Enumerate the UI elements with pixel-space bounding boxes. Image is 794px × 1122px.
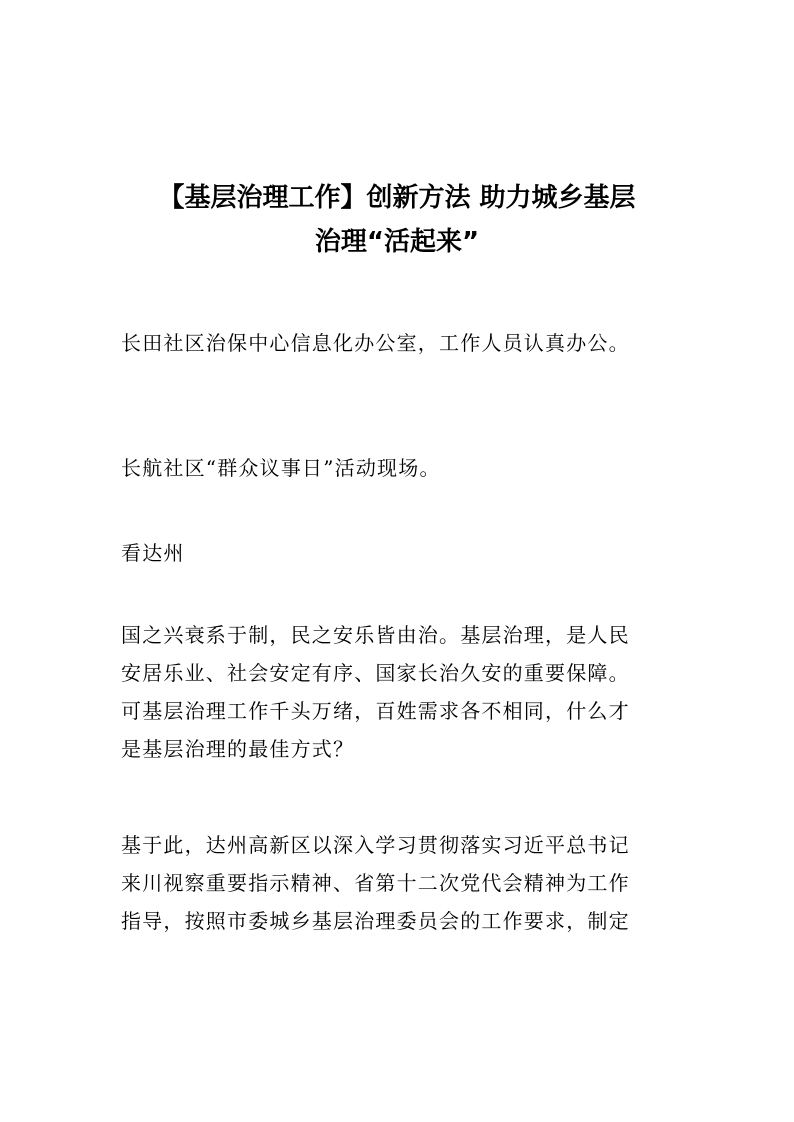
paragraph-line: 指导，按照市委城乡基层治理委员会的工作要求，制定 xyxy=(121,909,630,933)
title-line-1: 【基层治理工作】创新方法 助力城乡基层 xyxy=(158,183,636,213)
paragraph-line: 可基层治理工作千头万绪，百姓需求各不相同，什么才 xyxy=(121,699,630,723)
paragraph-line: 来川视察重要指示精神、省第十二次党代会精神为工作 xyxy=(121,871,630,895)
paragraph-line: 长航社区“群众议事日”活动现场。 xyxy=(121,456,441,480)
paragraph-line: 基于此，达州高新区以深入学习贯彻落实习近平总书记 xyxy=(121,833,630,857)
paragraph-source xyxy=(121,534,681,572)
document-title xyxy=(100,176,694,264)
paragraph-line: 国之兴衰系于制，民之安乐皆由治。基层治理，是人民 xyxy=(121,623,630,647)
paragraph-line: 是基层治理的最佳方式？ xyxy=(121,737,355,761)
paragraph-intro xyxy=(121,616,681,768)
paragraph-line: 看达州 xyxy=(121,541,185,565)
paragraph-line: 长田社区治保中心信息化办公室，工作人员认真办公。 xyxy=(121,331,630,355)
paragraph-body xyxy=(121,826,681,940)
paragraph-photo-caption-1 xyxy=(121,324,681,362)
paragraph-photo-caption-2 xyxy=(121,449,681,487)
title-line-2: 治理“活起来” xyxy=(314,227,480,257)
paragraph-line: 安居乐业、社会安定有序、国家长治久安的重要保障。 xyxy=(121,661,630,685)
